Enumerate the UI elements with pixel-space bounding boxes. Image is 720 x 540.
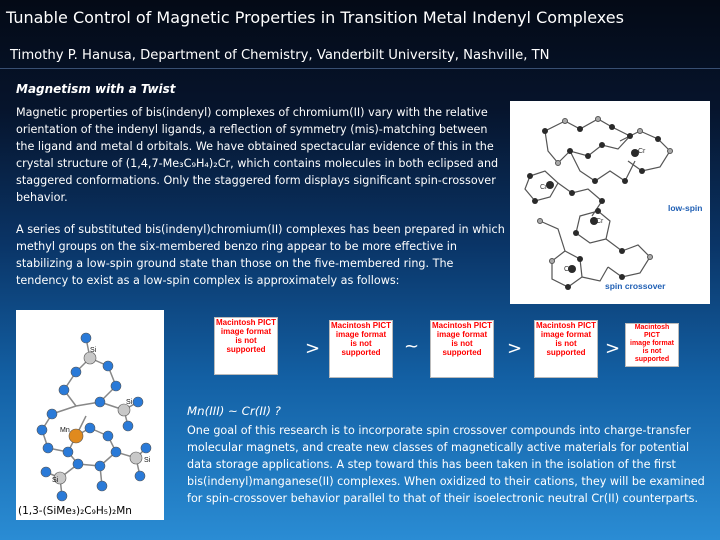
crystal-structure-drawing	[510, 101, 710, 304]
mn-label: Mn	[60, 427, 70, 434]
series-symbol-3: >	[507, 338, 523, 359]
author-line: Timothy P. Hanusa, Department of Chemistry, Vanderbilt University, Nashville, TN	[10, 48, 550, 63]
si-label-4: Si	[52, 477, 59, 484]
pict-text-line2: image format	[335, 330, 387, 339]
spin-crossover-label: spin crossover	[605, 281, 666, 291]
manganese-molecule-figure	[16, 310, 164, 520]
pict-text-line2: image format	[220, 327, 272, 336]
page-title: Tunable Control of Magnetic Properties in Transition Metal Indenyl Complexes	[6, 8, 624, 27]
pict-text-line1: Macintosh PICT	[215, 318, 276, 327]
pict-text-line3: is not supported	[634, 348, 670, 363]
crystal-structure-figure	[510, 101, 710, 304]
crystal-atoms	[527, 117, 673, 291]
pict-text-line3: is not supported	[442, 339, 482, 357]
si-label-3: Si	[144, 457, 151, 464]
molecule-caption: (1,3-(SiMe₃)₂C₉H₅)₂Mn	[18, 505, 132, 517]
pict-text-line1: Macintosh PICT	[431, 321, 492, 330]
cr-label-2: Cr	[540, 184, 548, 191]
pict-placeholder-3	[430, 320, 494, 378]
pict-text-line1: Macintosh PICT	[634, 324, 670, 339]
pict-placeholder-2	[329, 320, 393, 378]
pict-text-line2: image format	[630, 340, 674, 347]
pict-placeholder-1	[214, 317, 278, 375]
series-symbol-2: ~	[404, 336, 420, 357]
si-label-1: Si	[90, 347, 97, 354]
si-label-2: Si	[126, 399, 133, 406]
pict-text-line2: image format	[540, 330, 592, 339]
mn-cr-comparison: Mn(III) ~ Cr(II) ?	[187, 404, 281, 418]
paragraph-substituted-series: A series of substituted bis(indenyl)chromium(II) complexes has been prepared in which methyl groups on the six-membered benzo ring appear to be more effective in stabilizing a low-spin ground state than those on the five-membered ring. The tendency to exist as a low-spin complex is approximately as follows:	[16, 223, 505, 287]
pict-placeholder-5	[625, 323, 679, 367]
pict-text-line1: Macintosh PICT	[535, 321, 596, 330]
pict-text-line3: is not supported	[226, 336, 266, 354]
section-heading: Magnetism with a Twist	[16, 82, 176, 96]
title-divider	[0, 68, 720, 69]
molecule-drawing	[16, 310, 164, 520]
series-symbol-1: >	[305, 338, 321, 359]
cr-label-3: Cr	[596, 218, 604, 225]
series-symbol-4: >	[605, 338, 621, 359]
cr-label-4: Cr	[564, 266, 572, 273]
pict-text-line1: Macintosh PICT	[330, 321, 391, 330]
pict-text-line3: is not supported	[546, 339, 586, 357]
pict-text-line3: is not supported	[341, 339, 381, 357]
paragraph-crystal-structure: Magnetic properties of bis(indenyl) complexes of chromium(II) vary with the relative orientation of the indenyl ligands, a reflection of symmetry (mis)-matching between the ligand and metal d orbitals. We have obtained spectacular evidence of this in the crystal structure of (1,4,7-Me₃C₉H₄)₂Cr, which contains molecules in both eclipsed and staggered conformations. Only the staggered form displays significant spin-crossover behavior.	[16, 106, 499, 204]
pict-placeholder-4	[534, 320, 598, 378]
low-spin-label: low-spin	[668, 203, 703, 213]
paragraph-research-goal: One goal of this research is to incorporate spin crossover compounds into charge-transfer molecular magnets, and create new classes of magnetically active materials for potential data storage applications. A step toward this has been taken in the isolation of the first bis(indenyl)manganese(II) complexes. When oxidized to their cations, they will be examined for spin-crossover behavior parallel to that of their isoelectronic neutral Cr(II) counterparts.	[187, 424, 705, 505]
pict-text-line2: image format	[436, 330, 488, 339]
cr-label-1: Cr	[638, 148, 646, 155]
